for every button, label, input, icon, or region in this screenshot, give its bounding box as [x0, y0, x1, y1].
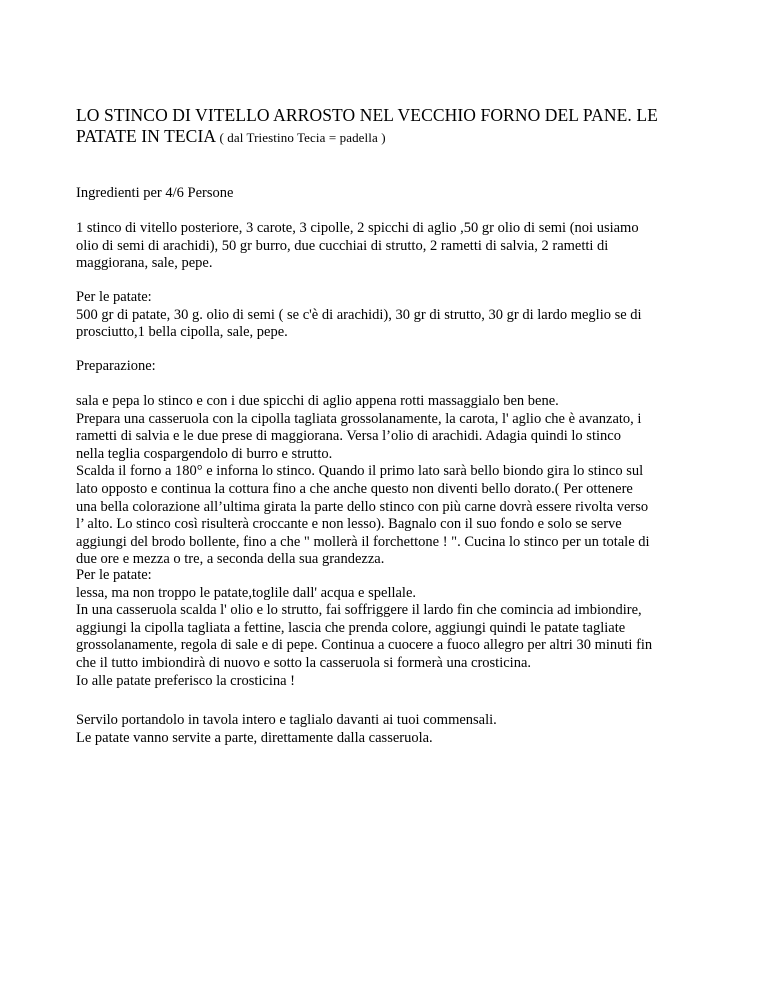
preparation-paragraph	[76, 393, 716, 569]
preparation-line: sala e pepa lo stinco e con i due spicchi di aglio appena rotti massaggialo ben bene.	[76, 393, 559, 409]
potatoes-ingredients-line: 500 gr di patate, 30 g. olio di semi ( se c'è di arachidi), 30 gr di strutto, 30 gr di lardo meglio se di	[76, 306, 642, 323]
potatoes-preparation-line: lessa, ma non troppo le patate,toglile dall' acqua e spellale.	[76, 584, 417, 601]
serving-paragraph	[76, 712, 716, 747]
potatoes-preparation-line: In una casseruola scalda l' olio e lo strutto, fai soffriggere il lardo fin che comincia ad imbiondire,	[76, 602, 642, 619]
ingredients-heading	[76, 185, 716, 203]
preparation-line: due ore e mezza o tre, a seconda della sua grandezza.	[76, 551, 385, 568]
ingredients-line: maggiorana, sale, pepe.	[76, 255, 213, 272]
preparation-line: Scalda il forno a 180° e inforna lo stinco. Quando il primo lato sarà bello biondo gira lo stinco sul	[76, 463, 644, 480]
ingredients-line: 1 stinco di vitello posteriore, 3 carote, 3 cipolle, 2 spicchi di aglio ,50 gr olio di semi (noi usiamo	[76, 220, 639, 236]
preparation-heading-text: Preparazione:	[76, 358, 156, 374]
title-line-1: LO STINCO DI VITELLO ARROSTO NEL VECCHIO FORNO DEL PANE. LE	[76, 105, 658, 125]
potatoes-preparation-line: che il tutto imbiondirà di nuovo e sotto la casseruola si formerà una crosticina.	[76, 654, 532, 671]
ingredients-heading-text: Ingredienti per 4/6 Persone	[76, 185, 234, 201]
potatoes-ingredients-paragraph	[76, 289, 716, 342]
preparation-line: aggiungi del brodo bollente, fino a che " mollerà il forchettone ! ". Cucina lo stinco per un totale di	[76, 533, 650, 550]
serving-line: Le patate vanno servite a parte, direttamente dalla casseruola.	[76, 729, 433, 746]
potatoes-preparation-line: grossolanamente, regola di sale e di pepe. Continua a cuocere a fuoco allegro per altri 30 minuti fin	[76, 637, 653, 654]
potatoes-preparation-heading: Per le patate:	[76, 567, 152, 583]
preparation-line: l’ alto. Lo stinco così risulterà croccante e non lesso). Bagnalo con il suo fondo e solo se serve	[76, 516, 622, 533]
potatoes-preparation-paragraph	[76, 567, 716, 690]
potatoes-preparation-line: Io alle patate preferisco la crosticina !	[76, 672, 295, 689]
potatoes-preparation-line: aggiungi la cipolla tagliata a fettine, lascia che prenda colore, aggiungi quindi le patate tagliate	[76, 619, 626, 636]
preparation-line: una bella colorazione all’ultima girata la parte dello stinco con più carne dovrà essere rivolta verso	[76, 498, 649, 515]
preparation-line: lato opposto e continua la cottura fino a che anche questo non diventi bello dorato.( Per ottenere	[76, 480, 633, 497]
title-main-part: PATATE IN TECIA	[76, 126, 217, 146]
potatoes-ingredients-heading: Per le patate:	[76, 289, 152, 305]
preparation-line: rametti di salvia e le due prese di maggiorana. Versa l’olio di arachidi. Adagia quindi lo stinco	[76, 428, 621, 445]
preparation-line: Prepara una casseruola con la cipolla tagliata grossolanamente, la carota, l' aglio che è avanzato, i	[76, 410, 642, 427]
ingredients-line: olio di semi di arachidi), 50 gr burro, due cucchiai di strutto, 2 rametti di salvia, 2 rametti di	[76, 237, 609, 254]
serving-line: Servilo portandolo in tavola intero e taglialo davanti ai tuoi commensali.	[76, 712, 497, 728]
recipe-title	[76, 105, 716, 148]
preparation-line: nella teglia cospargendolo di burro e strutto.	[76, 445, 333, 462]
potatoes-ingredients-line: prosciutto,1 bella cipolla, sale, pepe.	[76, 324, 288, 341]
title-line-2	[76, 126, 716, 148]
preparation-heading	[76, 358, 716, 376]
ingredients-paragraph	[76, 220, 716, 273]
title-note: ( dal Triestino Tecia = padella )	[216, 130, 386, 145]
